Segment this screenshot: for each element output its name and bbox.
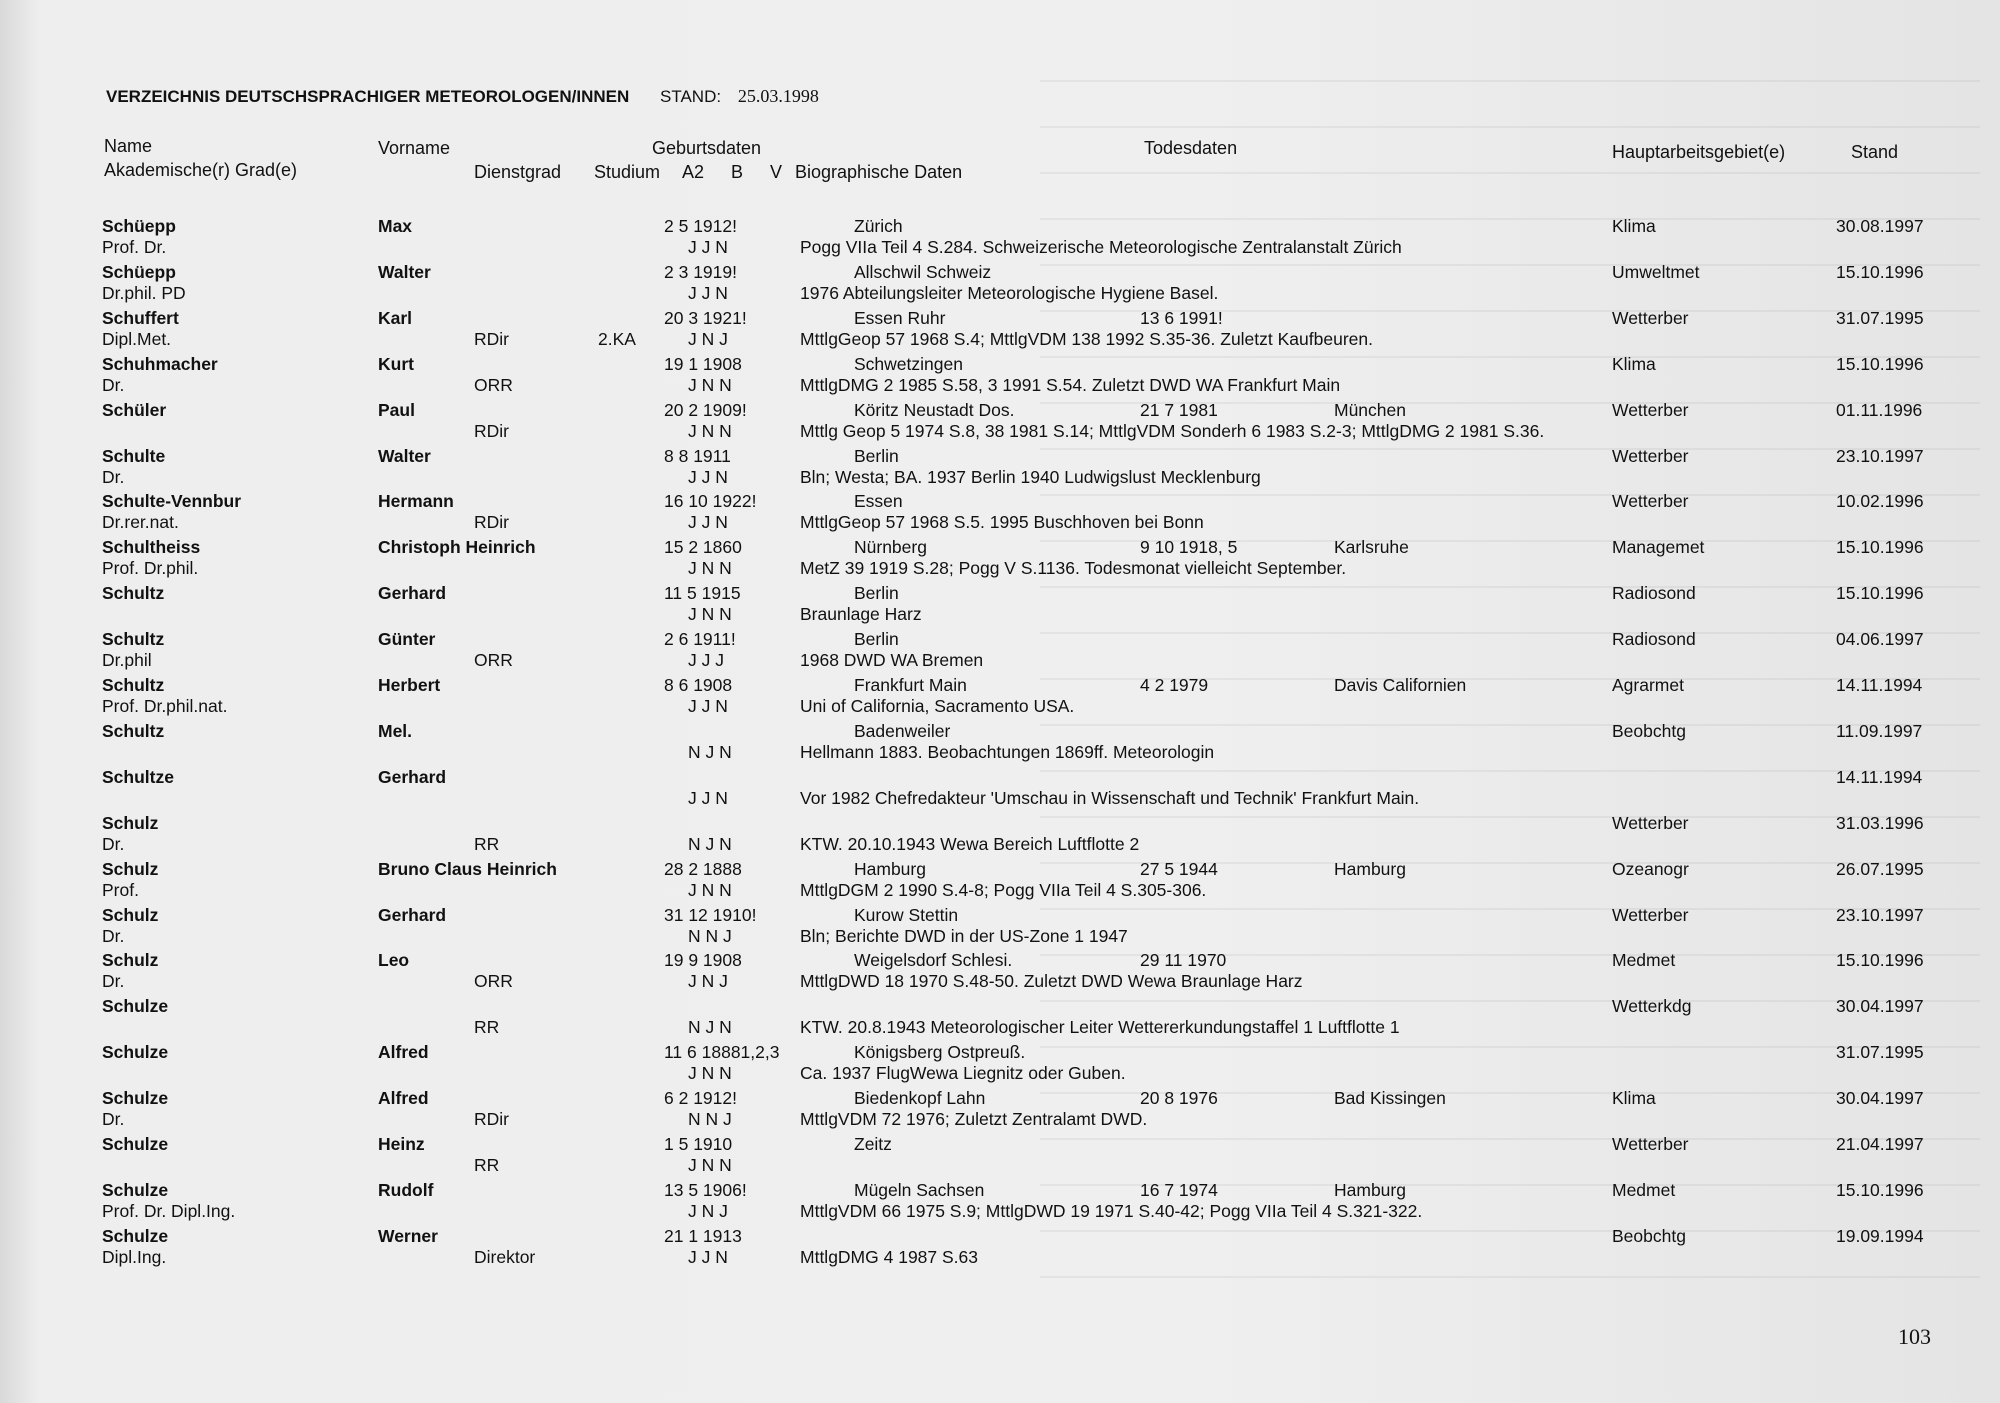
row-stand: 19.09.1994 <box>1836 1225 1924 1246</box>
stand-label: STAND: <box>660 87 722 106</box>
row-death-date: 21 7 1981 <box>1140 399 1218 420</box>
table-row <box>0 721 2000 767</box>
col-bio: Biographische Daten <box>795 162 963 182</box>
row-vorname: Christoph Heinrich <box>378 537 536 558</box>
row-birth-place: Essen Ruhr <box>854 307 946 328</box>
row-hauptarbeitsgebiet: Ozeanogr <box>1612 858 1689 879</box>
row-name: Schulz <box>102 950 159 971</box>
row-stand: 15.10.1996 <box>1836 950 1924 971</box>
row-bio: 1968 DWD WA Bremen <box>800 650 984 671</box>
row-dienstgrad: RDir <box>474 1109 509 1130</box>
row-birth-place: Biedenkopf Lahn <box>854 1088 986 1109</box>
row-stand: 23.10.1997 <box>1836 445 1924 466</box>
row-grad: Dr. <box>102 971 125 992</box>
row-name: Schuhmacher <box>102 353 218 374</box>
row-grad: Dipl.Ing. <box>102 1246 167 1267</box>
row-death-place: München <box>1334 399 1406 420</box>
row-stand: 01.11.1996 <box>1836 399 1923 420</box>
row-birth-place: Weigelsdorf Schlesi. <box>854 950 1013 971</box>
row-bio: Pogg VIIa Teil 4 S.284. Schweizerische Meteorologische Zentralanstalt Zürich <box>800 237 1402 257</box>
row-hauptarbeitsgebiet: Wetterber <box>1612 904 1689 925</box>
row-name: Schultze <box>102 766 174 787</box>
row-birth-date: 31 12 1910! <box>664 904 757 925</box>
row-name: Schüepp <box>102 261 176 282</box>
row-birth-place: Schwetzingen <box>854 353 963 374</box>
row-death-date: 29 11 1970 <box>1140 950 1227 971</box>
row-bio: Hellmann 1883. Beobachtungen 1869ff. Meteorologin <box>800 741 1215 762</box>
row-dienstgrad: ORR <box>474 971 513 992</box>
row-name: Schultz <box>102 583 165 604</box>
row-birth-place: Zeitz <box>854 1134 892 1154</box>
row-death-date: 4 2 1979 <box>1140 675 1209 695</box>
row-birth-date: 16 10 1922! <box>664 491 757 512</box>
row-name: Schultheiss <box>102 537 201 558</box>
row-stand: 04.06.1997 <box>1836 629 1924 650</box>
row-hauptarbeitsgebiet: Medmet <box>1612 1179 1676 1200</box>
table-row <box>0 1088 2000 1134</box>
row-codes: J J N <box>688 1246 728 1267</box>
row-grad: Prof. Dr.phil. <box>102 558 199 579</box>
col-v: V <box>770 162 783 182</box>
row-grad: Dr.rer.nat. <box>102 512 179 533</box>
row-codes: J N N <box>688 558 732 579</box>
row-name: Schüepp <box>102 216 176 236</box>
table-row <box>0 675 2000 721</box>
row-hauptarbeitsgebiet: Klima <box>1612 216 1656 236</box>
row-birth-date: 15 2 1860 <box>664 537 742 558</box>
row-codes: J N J <box>688 1200 728 1221</box>
row-birth-date: 2 3 1919! <box>664 261 737 282</box>
row-dienstgrad: RR <box>474 1017 500 1038</box>
row-stand: 11.09.1997 <box>1836 720 1923 741</box>
row-birth-place: Essen <box>854 491 903 512</box>
row-birth-place: Badenweiler <box>854 720 951 741</box>
row-stand: 31.07.1995 <box>1836 1042 1924 1063</box>
row-bio: KTW. 20.8.1943 Meteorologischer Leiter Wettererkundungstaffel 1 Luftflotte 1 <box>800 1017 1400 1038</box>
row-codes: J N N <box>688 1063 732 1084</box>
table-row <box>0 1226 2000 1272</box>
row-grad: Dr.phil. PD <box>102 282 186 303</box>
row-name: Schulze <box>102 1042 169 1063</box>
row-vorname: Bruno Claus Heinrich <box>378 858 557 879</box>
row-name: Schulte <box>102 445 166 466</box>
row-birth-date: 20 2 1909! <box>664 399 747 420</box>
row-birth-date: 2 5 1912! <box>664 216 737 236</box>
col-studium: Studium <box>594 162 661 182</box>
row-birth-place: Berlin <box>854 629 899 650</box>
row-bio: MetZ 39 1919 S.28; Pogg V S.1136. Todesmonat vielleicht September. <box>800 558 1347 579</box>
row-codes: J N N <box>688 879 732 900</box>
row-vorname: Gerhard <box>378 583 447 604</box>
row-stand: 21.04.1997 <box>1836 1134 1924 1154</box>
col-dienstgrad: Dienstgrad <box>474 162 562 182</box>
row-name: Schulze <box>102 1179 169 1200</box>
row-dienstgrad: ORR <box>474 650 513 671</box>
row-name: Schulze <box>102 1134 169 1154</box>
row-bio: MttlgGeop 57 1968 S.4; MttlgVDM 138 1992 S.35-36. Zuletzt Kaufbeuren. <box>800 328 1373 349</box>
row-bio: MttlgVDM 66 1975 S.9; MttlgDWD 19 1971 S.40-42; Pogg VIIa Teil 4 S.321-322. <box>800 1200 1423 1221</box>
row-name: Schulte-Vennbur <box>102 491 242 512</box>
row-hauptarbeitsgebiet: Beobchtg <box>1612 720 1686 741</box>
row-name: Schultz <box>102 629 165 650</box>
row-vorname: Walter <box>378 445 431 466</box>
row-name: Schulz <box>102 812 159 833</box>
row-birth-place: Berlin <box>854 445 899 466</box>
row-vorname: Max <box>378 216 413 236</box>
row-vorname: Gerhard <box>378 904 447 925</box>
col-b: B <box>731 162 744 182</box>
row-hauptarbeitsgebiet: Beobchtg <box>1612 1225 1686 1246</box>
row-birth-date: 8 6 1908 <box>664 675 733 695</box>
row-bio: MttlgDWD 18 1970 S.48-50. Zuletzt DWD Wewa Braunlage Harz <box>800 971 1303 992</box>
table-row <box>0 629 2000 675</box>
row-codes: J N N <box>688 420 732 441</box>
row-vorname: Mel. <box>378 720 413 741</box>
row-codes: J J N <box>688 696 728 716</box>
row-death-place: Hamburg <box>1334 858 1406 879</box>
table-row <box>0 813 2000 859</box>
row-codes: J J N <box>688 237 728 257</box>
table-row <box>0 400 2000 446</box>
row-name: Schulz <box>102 904 159 925</box>
table-row <box>0 996 2000 1042</box>
col-vorname: Vorname <box>378 138 451 158</box>
row-death-date: 16 7 1974 <box>1140 1179 1218 1200</box>
row-stand: 23.10.1997 <box>1836 904 1924 925</box>
row-birth-date: 6 2 1912! <box>664 1088 737 1109</box>
col-stand: Stand <box>1851 142 1899 162</box>
row-vorname: Karl <box>378 307 413 328</box>
row-codes: N J N <box>688 741 732 762</box>
stand-date: 25.03.1998 <box>737 86 819 106</box>
row-vorname: Heinz <box>378 1134 425 1154</box>
row-name: Schuffert <box>102 307 179 328</box>
row-bio: Braunlage Harz <box>800 604 922 625</box>
row-hauptarbeitsgebiet: Agrarmet <box>1612 675 1684 695</box>
row-grad: Dipl.Met. <box>102 328 172 349</box>
row-dienstgrad: ORR <box>474 374 513 395</box>
row-stand: 14.11.1994 <box>1836 675 1923 695</box>
row-codes: J N J <box>688 328 728 349</box>
row-stand: 30.04.1997 <box>1836 1088 1924 1109</box>
row-grad: Dr. <box>102 833 125 854</box>
row-death-date: 20 8 1976 <box>1140 1088 1218 1109</box>
row-grad: Dr. <box>102 466 125 487</box>
row-codes: J N N <box>688 374 732 395</box>
row-birth-place: Kurow Stettin <box>854 904 959 925</box>
row-stand: 30.04.1997 <box>1836 996 1924 1017</box>
row-stand: 15.10.1996 <box>1836 1179 1924 1200</box>
row-birth-place: Zürich <box>854 216 903 236</box>
col-a2: A2 <box>682 162 705 182</box>
row-hauptarbeitsgebiet: Wetterber <box>1612 1134 1689 1154</box>
row-dienstgrad: RR <box>474 833 500 854</box>
row-codes: N J N <box>688 1017 732 1038</box>
table-row <box>0 354 2000 400</box>
row-bio: Ca. 1937 FlugWewa Liegnitz oder Guben. <box>800 1063 1126 1084</box>
row-hauptarbeitsgebiet: Wetterber <box>1612 307 1689 328</box>
row-bio: MttlgDGM 2 1990 S.4-8; Pogg VIIa Teil 4 S.305-306. <box>800 879 1207 900</box>
row-stand: 14.11.1994 <box>1836 766 1923 787</box>
row-bio: MttlgGeop 57 1968 S.5. 1995 Buschhoven bei Bonn <box>800 512 1204 533</box>
row-vorname: Hermann <box>378 491 454 512</box>
row-vorname: Rudolf <box>378 1179 434 1200</box>
row-birth-date: 13 5 1906! <box>664 1179 747 1200</box>
table-row <box>0 905 2000 951</box>
row-codes: J N N <box>688 1155 732 1175</box>
row-codes: N J N <box>688 833 732 854</box>
row-dienstgrad: RDir <box>474 512 509 533</box>
row-stand: 10.02.1996 <box>1836 491 1924 512</box>
row-grad: Dr. <box>102 1109 125 1130</box>
row-birth-place: Frankfurt Main <box>854 675 967 695</box>
row-hauptarbeitsgebiet: Wetterber <box>1612 812 1689 833</box>
table-row <box>0 1042 2000 1088</box>
row-birth-date: 11 5 1915 <box>664 583 741 604</box>
row-birth-place: Köritz Neustadt Dos. <box>854 399 1015 420</box>
row-stand: 31.03.1996 <box>1836 812 1924 833</box>
row-codes: J J N <box>688 282 728 303</box>
row-death-place: Bad Kissingen <box>1334 1088 1446 1109</box>
row-codes: N N J <box>688 1109 732 1130</box>
row-birth-place: Berlin <box>854 583 899 604</box>
table-row <box>0 537 2000 583</box>
row-death-date: 13 6 1991! <box>1140 307 1223 328</box>
row-grad: Dr.phil <box>102 650 152 671</box>
col-name: Name <box>104 136 153 156</box>
table-row <box>0 308 2000 354</box>
col-hauptarbeitsgebiet: Hauptarbeitsgebiet(e) <box>1612 142 1786 162</box>
row-birth-date: 2 6 1911! <box>664 629 736 650</box>
row-dienstgrad: Direktor <box>474 1246 536 1267</box>
row-bio: 1976 Abteilungsleiter Meteorologische Hygiene Basel. <box>800 282 1219 303</box>
row-hauptarbeitsgebiet: Wetterber <box>1612 445 1689 466</box>
row-bio: MttlgDMG 4 1987 S.63 <box>800 1246 978 1267</box>
col-todesdaten: Todesdaten <box>1144 138 1238 158</box>
row-death-place: Hamburg <box>1334 1179 1406 1200</box>
row-vorname: Kurt <box>378 353 414 374</box>
row-bio: Vor 1982 Chefredakteur 'Umschau in Wissenschaft und Technik' Frankfurt Main. <box>800 787 1420 808</box>
row-vorname: Günter <box>378 629 436 650</box>
document-heading <box>106 86 819 107</box>
row-grad: Dr. <box>102 925 125 946</box>
row-vorname: Alfred <box>378 1042 429 1063</box>
row-hauptarbeitsgebiet: Medmet <box>1612 950 1676 971</box>
row-studium: 2.KA <box>598 328 636 349</box>
row-grad: Prof. Dr. Dipl.Ing. <box>102 1200 236 1221</box>
row-vorname: Paul <box>378 399 415 420</box>
row-grad: Dr. <box>102 374 125 395</box>
row-name: Schultz <box>102 675 165 695</box>
row-hauptarbeitsgebiet: Wetterber <box>1612 491 1689 512</box>
row-bio: Bln; Westa; BA. 1937 Berlin 1940 Ludwigslust Mecklenburg <box>800 466 1261 487</box>
row-death-place: Davis Californien <box>1334 675 1467 695</box>
row-codes: J N J <box>688 971 728 992</box>
row-bio: Uni of California, Sacramento USA. <box>800 696 1075 716</box>
row-stand: 15.10.1996 <box>1836 261 1924 282</box>
row-hauptarbeitsgebiet: Wetterkdg <box>1612 996 1692 1017</box>
table-row <box>0 491 2000 537</box>
row-birth-date: 19 1 1908 <box>664 353 742 374</box>
table-row <box>0 859 2000 905</box>
row-birth-date: 11 6 18881,2,3 <box>664 1042 780 1063</box>
row-dienstgrad: RR <box>474 1155 500 1175</box>
table-row <box>0 1180 2000 1226</box>
table-row <box>0 216 2000 262</box>
table-row <box>0 446 2000 492</box>
row-grad: Prof. <box>102 879 139 900</box>
row-birth-date: 21 1 1913 <box>664 1225 742 1246</box>
row-vorname: Walter <box>378 261 431 282</box>
row-birth-date: 1 5 1910 <box>664 1134 733 1154</box>
col-geburtsdaten: Geburtsdaten <box>652 138 762 158</box>
row-vorname: Gerhard <box>378 766 447 787</box>
document-title: VERZEICHNIS DEUTSCHSPRACHIGER METEOROLOGEN/INNEN <box>106 87 630 106</box>
col-grad: Akademische(r) Grad(e) <box>104 160 298 180</box>
row-vorname: Herbert <box>378 675 441 695</box>
row-birth-place: Allschwil Schweiz <box>854 261 992 282</box>
row-name: Schultz <box>102 720 165 741</box>
row-hauptarbeitsgebiet: Klima <box>1612 353 1656 374</box>
row-birth-place: Nürnberg <box>854 537 927 558</box>
row-bio: MttlgDMG 2 1985 S.58, 3 1991 S.54. Zuletzt DWD WA Frankfurt Main <box>800 374 1341 395</box>
row-hauptarbeitsgebiet: Radiosond <box>1612 583 1696 604</box>
table-row <box>0 262 2000 308</box>
row-hauptarbeitsgebiet: Managemet <box>1612 537 1705 558</box>
row-birth-date: 28 2 1888 <box>664 858 742 879</box>
row-codes: J J N <box>688 512 728 533</box>
row-stand: 30.08.1997 <box>1836 216 1924 236</box>
row-stand: 15.10.1996 <box>1836 583 1924 604</box>
row-birth-place: Mügeln Sachsen <box>854 1179 985 1200</box>
row-death-place: Karlsruhe <box>1334 537 1409 558</box>
row-name: Schüler <box>102 399 167 420</box>
row-vorname: Alfred <box>378 1088 429 1109</box>
row-bio: Bln; Berichte DWD in der US-Zone 1 1947 <box>800 925 1128 946</box>
row-stand: 26.07.1995 <box>1836 858 1924 879</box>
row-bio: KTW. 20.10.1943 Wewa Bereich Luftflotte 2 <box>800 833 1140 854</box>
row-hauptarbeitsgebiet: Radiosond <box>1612 629 1696 650</box>
row-name: Schulze <box>102 996 169 1017</box>
row-codes: N N J <box>688 925 732 946</box>
row-death-date: 9 10 1918, 5 <box>1140 537 1238 558</box>
row-hauptarbeitsgebiet: Wetterber <box>1612 399 1689 420</box>
row-vorname: Werner <box>378 1225 438 1246</box>
row-stand: 15.10.1996 <box>1836 537 1924 558</box>
row-name: Schulz <box>102 858 159 879</box>
row-grad: Prof. Dr.phil.nat. <box>102 696 228 716</box>
table-row <box>0 1134 2000 1180</box>
row-dienstgrad: RDir <box>474 328 509 349</box>
row-death-date: 27 5 1944 <box>1140 858 1218 879</box>
row-hauptarbeitsgebiet: Klima <box>1612 1088 1656 1109</box>
page-number: 103 <box>1898 1324 1931 1349</box>
table-row <box>0 767 2000 813</box>
row-birth-date: 20 3 1921! <box>664 307 747 328</box>
row-codes: J N N <box>688 604 732 625</box>
row-codes: J J N <box>688 787 728 808</box>
table-row <box>0 950 2000 996</box>
row-codes: J J J <box>688 650 724 671</box>
row-name: Schulze <box>102 1088 169 1109</box>
row-birth-date: 8 8 1911 <box>664 445 731 466</box>
row-name: Schulze <box>102 1225 169 1246</box>
row-dienstgrad: RDir <box>474 420 509 441</box>
row-stand: 15.10.1996 <box>1836 353 1924 374</box>
row-stand: 31.07.1995 <box>1836 307 1924 328</box>
row-grad: Prof. Dr. <box>102 237 167 257</box>
row-hauptarbeitsgebiet: Umweltmet <box>1612 261 1700 282</box>
row-birth-place: Hamburg <box>854 858 926 879</box>
row-birth-place: Königsberg Ostpreuß. <box>854 1042 1026 1063</box>
row-vorname: Leo <box>378 950 410 971</box>
row-birth-date: 19 9 1908 <box>664 950 742 971</box>
row-bio: Mttlg Geop 5 1974 S.8, 38 1981 S.14; MttlgVDM Sonderh 6 1983 S.2-3; MttlgDMG 2 1981 S.36. <box>800 420 1545 441</box>
row-codes: J J N <box>688 466 728 487</box>
row-bio: MttlgVDM 72 1976; Zuletzt Zentralamt DWD. <box>800 1109 1148 1130</box>
table-row <box>0 583 2000 629</box>
